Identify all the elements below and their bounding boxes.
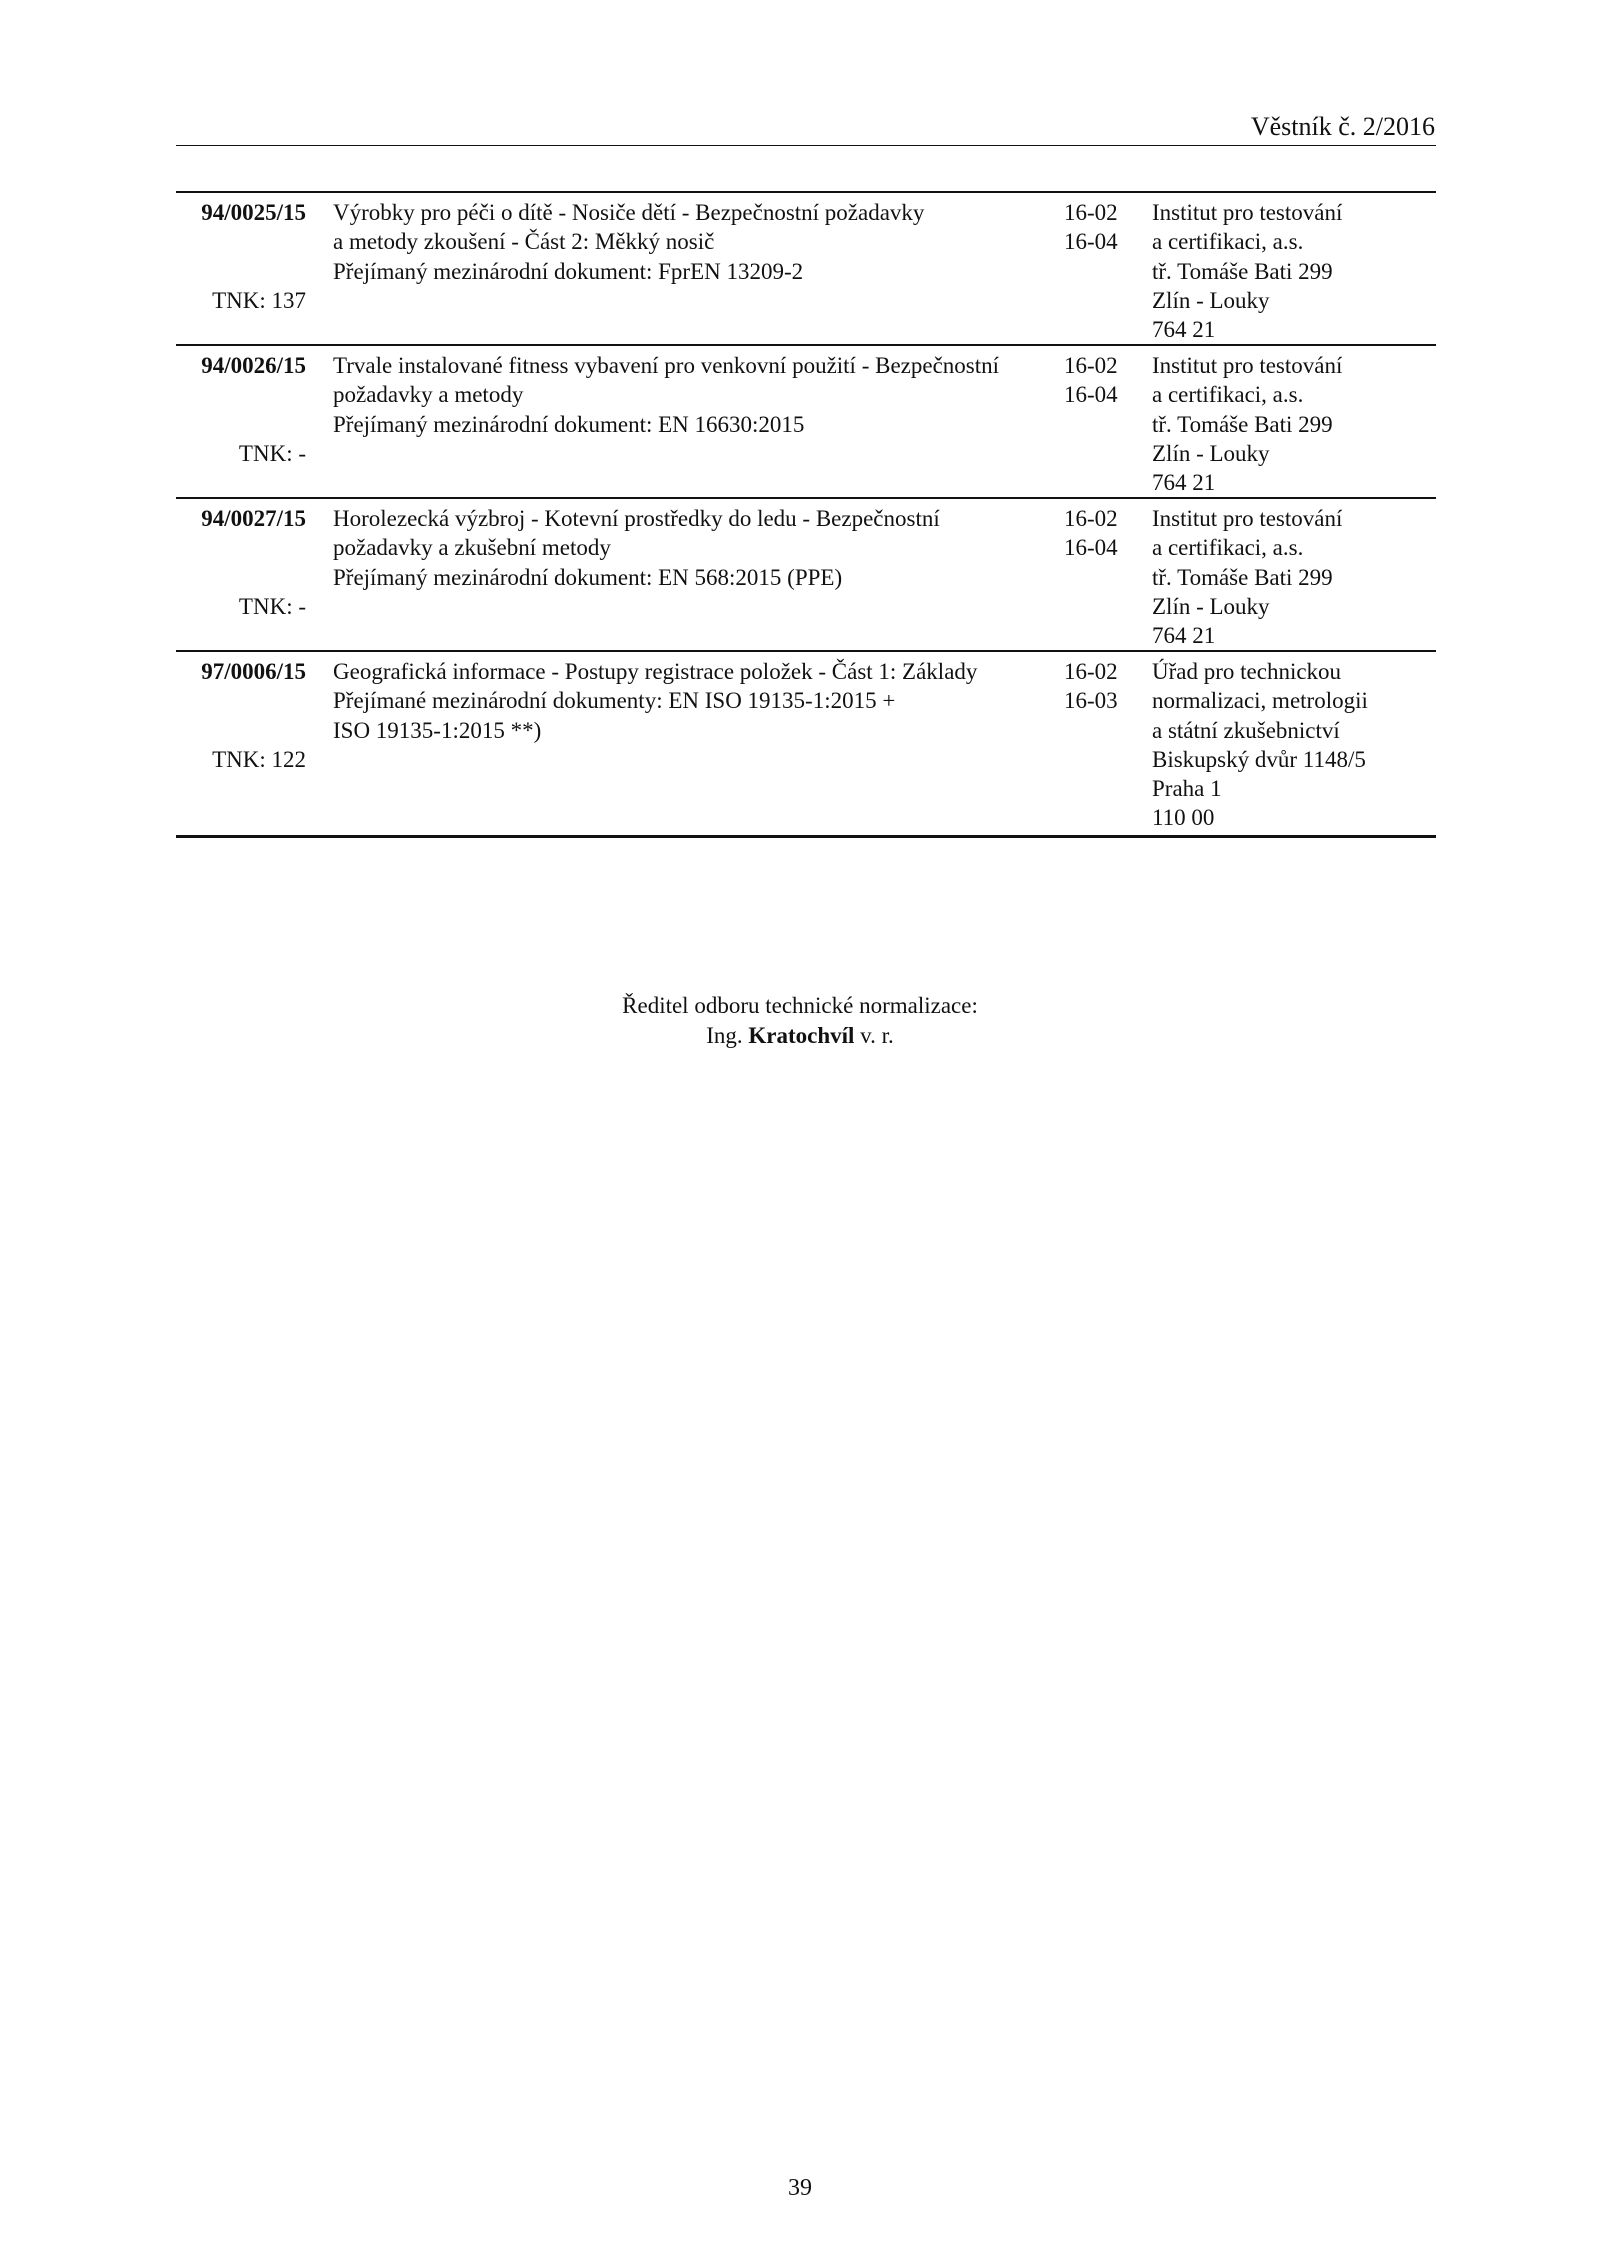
table-row [176, 193, 1436, 346]
institution-line: Institut pro testování [1152, 506, 1343, 531]
signature-name: Kratochvíl [748, 1023, 855, 1048]
code: 16-02 [1064, 659, 1118, 684]
table-row [176, 346, 1436, 499]
institution-line: Institut pro testování [1152, 200, 1343, 225]
code: 16-04 [1064, 382, 1118, 408]
institution-cell [1152, 657, 1452, 833]
institution-line: tř. Tomáše Bati 299 [1152, 258, 1333, 284]
standards-table [176, 191, 1436, 838]
institution-line: 110 00 [1152, 805, 1215, 831]
page-number: 39 [788, 2175, 812, 2201]
institution-line: Institut pro testování [1152, 353, 1343, 378]
tnk-label: TNK: - [238, 593, 306, 619]
codes-cell [1064, 198, 1154, 257]
description-line: Výrobky pro péči o dítě - Nosiče dětí - Bezpečnostní požadavky [333, 200, 925, 225]
code: 16-03 [1064, 688, 1118, 714]
code: 16-02 [1064, 353, 1118, 378]
institution-line: Zlín - Louky [1152, 440, 1270, 466]
entry-number-cell [176, 657, 306, 774]
institution-line: Biskupský dvůr 1148/5 [1152, 746, 1366, 772]
entry-number: 94/0026/15 [201, 353, 306, 378]
code: 16-04 [1064, 535, 1118, 561]
code: 16-02 [1064, 506, 1118, 531]
institution-line: 764 21 [1152, 317, 1216, 343]
entry-number: 94/0025/15 [201, 200, 306, 225]
institution-line: Úřad pro technickou [1152, 659, 1342, 684]
institution-line: tř. Tomáše Bati 299 [1152, 411, 1333, 437]
description-line: Trvale instalované fitness vybavení pro venkovní použití - Bezpečnostní [333, 353, 1000, 378]
description-line: a metody zkoušení - Část 2: Měkký nosič [333, 229, 715, 255]
signature-prefix: Ing. [706, 1023, 749, 1048]
institution-line: 764 21 [1152, 623, 1216, 649]
signature-suffix: v. r. [854, 1023, 894, 1048]
codes-cell [1064, 504, 1154, 563]
code: 16-04 [1064, 229, 1118, 255]
entry-number: 97/0006/15 [201, 659, 306, 684]
institution-line: a certifikaci, a.s. [1152, 382, 1304, 408]
description-line: Přejímaný mezinárodní dokument: FprEN 13209-2 [333, 258, 804, 284]
tnk-label: TNK: - [238, 440, 306, 466]
description-line: Přejímaný mezinárodní dokument: EN 16630:2015 [333, 411, 805, 437]
signature-title: Ředitel odboru technické normalizace: [622, 993, 978, 1018]
table-row [176, 499, 1436, 652]
entry-number-cell [176, 351, 306, 468]
description-line: ISO 19135-1:2015 **) [333, 717, 542, 743]
code: 16-02 [1064, 200, 1118, 225]
description-line: Přejímaný mezinárodní dokument: EN 568:2015 (PPE) [333, 564, 843, 590]
description-line: Geografická informace - Postupy registrace položek - Část 1: Základy [333, 659, 978, 684]
tnk-label: TNK: 122 [212, 746, 306, 772]
institution-line: a certifikaci, a.s. [1152, 535, 1304, 561]
description-line: Přejímané mezinárodní dokumenty: EN ISO 19135-1:2015 + [333, 688, 896, 714]
header-divider [176, 145, 1436, 146]
institution-line: normalizaci, metrologii [1152, 688, 1368, 714]
entry-number-cell [176, 198, 306, 315]
description-line: požadavky a zkušební metody [333, 535, 611, 561]
codes-cell [1064, 351, 1154, 410]
institution-line: Praha 1 [1152, 776, 1222, 802]
institution-line: tř. Tomáše Bati 299 [1152, 564, 1333, 590]
tnk-label: TNK: 137 [212, 287, 306, 313]
journal-title: Věstník č. 2/2016 [1250, 112, 1435, 141]
institution-cell [1152, 351, 1452, 497]
signature-block [0, 991, 1600, 1051]
entry-number-cell [176, 504, 306, 621]
institution-line: Zlín - Louky [1152, 593, 1270, 619]
institution-line: Zlín - Louky [1152, 287, 1270, 313]
codes-cell [1064, 657, 1154, 716]
institution-line: a certifikaci, a.s. [1152, 229, 1304, 255]
table-row [176, 652, 1436, 835]
institution-line: 764 21 [1152, 470, 1216, 496]
institution-cell [1152, 198, 1452, 344]
description-line: požadavky a metody [333, 382, 524, 408]
signature-name-line [0, 1021, 1600, 1051]
description-line: Horolezecká výzbroj - Kotevní prostředky do ledu - Bezpečnostní [333, 506, 940, 531]
institution-line: a státní zkušebnictví [1152, 717, 1340, 743]
entry-number: 94/0027/15 [201, 506, 306, 531]
institution-cell [1152, 504, 1452, 650]
